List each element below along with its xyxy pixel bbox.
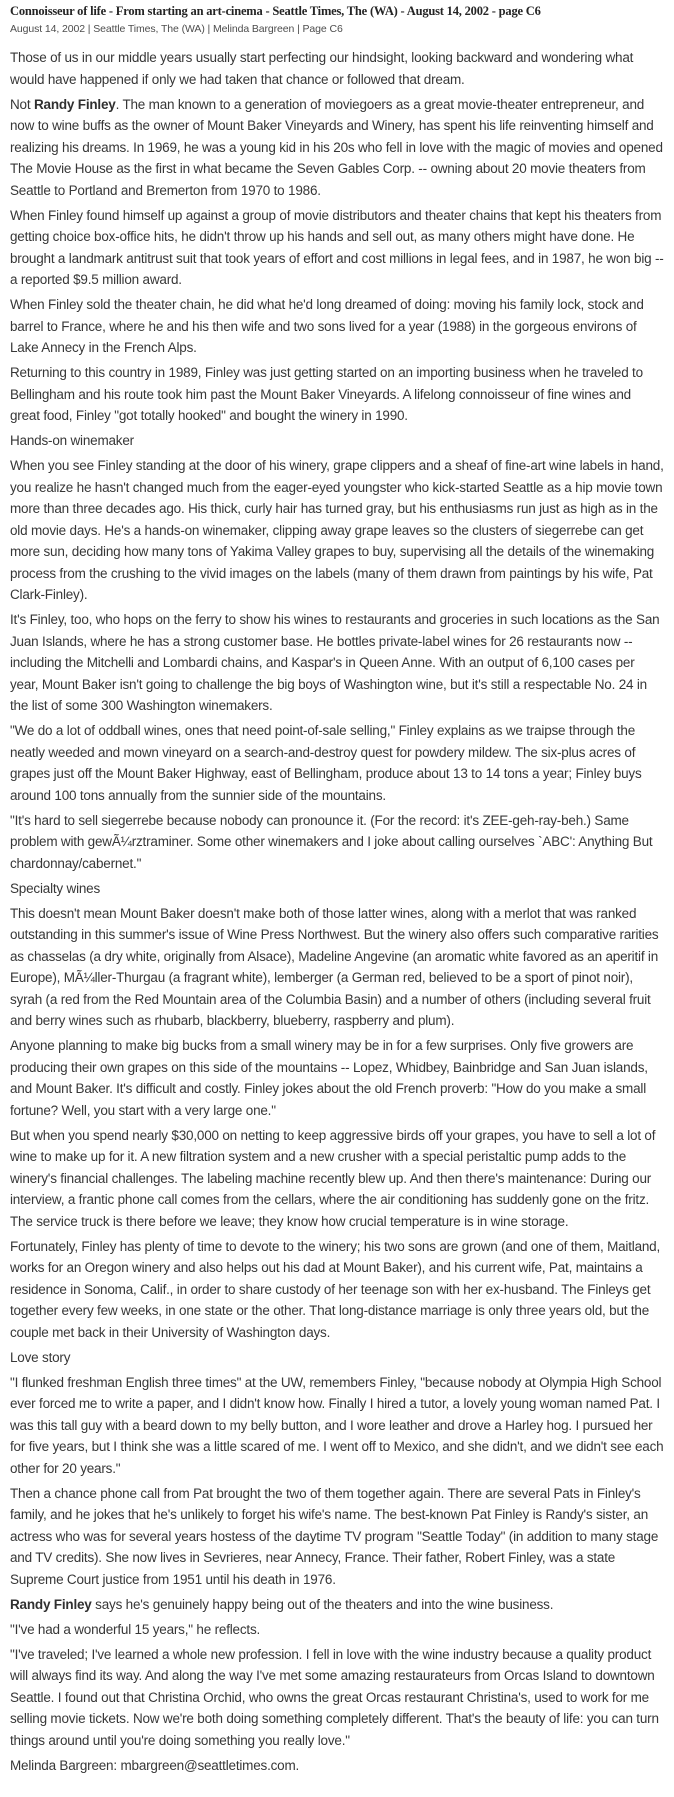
- paragraph: It's Finley, too, who hops on the ferry to show his wines to restaurants and groceries in such locations as the San Juan Islands, where he has a strong customer base. He bottles private-label wines for 26 restaurants now -- including the Mitchelli and Lombardi chains, and Kaspar's in Queen Anne. With an output of 6,100 cases per year, Mount Baker isn't going to challenge the big boys of Washington wine, but it's still a respectable No. 24 in the list of some 300 Washington winemakers.: [10, 612, 660, 713]
- paragraph-text: Not: [10, 96, 34, 112]
- randy-finley-bold: Randy Finley: [33, 96, 116, 112]
- paragraph: "I flunked freshman English three times" at the UW, remembers Finley, "because nobody at Olympia High School ever forced me to write a paper, and I didn't know how. Finally I hired a tutor, a lovely young woman named Pat. I was this tall guy with a beard down to my belly button, and I wore leather and drove a Harley hog. I pursued her for five years, but I think she was a little scared of me. I went off to Mexico, and she didn't, and we didn't see each other for 20 years.": [10, 1374, 664, 1476]
- paragraph: This doesn't mean Mount Baker doesn't make both of those latter wines, along with a merlot that was ranked outstanding in this summer's issue of Wine Press Northwest. But the winery also offers such comparative rarities as chasselas (a dry white, originally from Alsace), Madeline Angevine (an aromatic white favored as an aperitif in Europe), MÃ¼ller-Thurgau (a fragrant white), lemberger (a German red, believed to be a sport of pinot noir), syrah (a red from the Red Mountain area of the Columbia Basin) and a number of others (including several fruit and berry wines such as rhubarb, blackberry, blueberry, raspberry and plum).: [10, 905, 659, 1028]
- paragraph: When Finley found himself up against a group of movie distributors and theater chains that kept his theaters from getting choice box-office hits, he didn't throw up his hands and sell out, as many others might have done. He brought a landmark antitrust suit that took years of effort and cost millions in legal fees, and in 1987, he won big -- a reported $9.5 million award.: [10, 207, 664, 287]
- section-heading-love-story: Love story: [10, 1349, 71, 1365]
- paragraph: When Finley sold the theater chain, he did what he'd long dreamed of doing: moving his family lock, stock and barrel to France, where he and his then wife and two sons lived for a year (1988) in the gorgeous environs of Lake Annecy in the French Alps.: [10, 297, 644, 355]
- paragraph: Returning to this country in 1989, Finley was just getting started on an importing business when he traveled to Bellingham and his route took him past the Mount Baker Vineyards. A lifelong connoisseur of fine wines and great food, Finley "got totally hooked" and bought the winery in 1990.: [10, 365, 643, 423]
- paragraph-text: says he's genuinely happy being out of the theaters and into the wine business.: [91, 1596, 554, 1612]
- paragraph: [10, 94, 664, 202]
- paragraph: Then a chance phone call from Pat brought the two of them together again. There are several Pats in Finley's family, and he jokes that he's unlikely to forget his wife's name. The best-known Pat Finley is Randy's sister, an actress who was for several years hostess of the daytime TV program "Seattle Today" (in addition to many stage and TV credits). She now lives in Sevrieres, near Annecy, France. Their father, Robert Finley, was a state Supreme Court justice from 1951 until his death in 1976.: [10, 1485, 659, 1587]
- paragraph: But when you spend nearly $30,000 on netting to keep aggressive birds off your grapes, you have to sell a lot of wine to make up for it. A new filtration system and a new crusher with a special peristaltic pump adds to the winery's financial challenges. The labeling machine recently blew up. And then there's maintenance: During our interview, a frantic phone call comes from the cellars, where the air conditioning has suddenly gone on the fritz. The service truck is there before we leave; they know how crucial temperature is in wine storage.: [10, 1127, 656, 1229]
- byline: August 14, 2002 | Seattle Times, The (WA) | Melinda Bargreen | Page C6: [10, 23, 343, 35]
- author-contact-line: Melinda Bargreen: mbargreen@seattletimes.com.: [10, 1757, 300, 1773]
- paragraph: "I've had a wonderful 15 years," he reflects.: [10, 1621, 261, 1637]
- paragraph: "It's hard to sell siegerrebe because nobody can pronounce it. (For the record: it's ZEE-geh-ray-beh.) Same problem with gewÃ¼rztraminer. Some other winemakers and I joke about calling ourselves `ABC': Anything But chardonnay/cabernet.": [10, 812, 653, 871]
- paragraph-text: . The man known to a generation of moviegoers as a great movie-theater entrepreneur, and now to wine buffs as the owner of Mount Baker Vineyards and Winery, has spent his life reinventing himself and realizing his dreams. In 1969, he was a young kid in his 20s who fell in love with the magic of movies and opened The Movie House as the first in what became the Seven Gables Corp. -- owning about 20 movie theaters from Seattle to Portland and Bremerton from 1970 to 1986.: [10, 96, 663, 198]
- page-title: Connoisseur of life - From starting an art-cinema - Seattle Times, The (WA) - August 14, 2002 - page C6: [10, 4, 541, 18]
- randy-finley-bold: Randy Finley: [10, 1596, 92, 1612]
- paragraph: [10, 1594, 664, 1616]
- article-body: [10, 47, 664, 1776]
- paragraph: Those of us in our middle years usually start perfecting our hindsight, looking backward and wondering what would have happened if only we had taken that chance or followed that dream.: [10, 50, 634, 87]
- paragraph: Fortunately, Finley has plenty of time to devote to the winery; his two sons are grown (and one of them, Maitland, works for an Oregon winery and also helps out his dad at Mount Baker), and his current wife, Pat, maintains a residence in Sonoma, Calif., in order to share custody of her teenage son with her ex-husband. The Finleys get together every few weeks, in one state or the other. That long-distance marriage is only three years old, but the couple met back in their University of Washington days.: [10, 1238, 661, 1340]
- paragraph: "I've traveled; I've learned a whole new profession. I fell in love with the wine industry because a quality product will always find its way. And along the way I've met some amazing restaurateurs from Orcas Island to downtown Seattle. I found out that Christina Orchid, who owns the great Orcas restaurant Christina's, used to work for me selling movie tickets. Now we're both doing something completely different. That's the beauty of life: you can turn things around until you're doing something you really love.": [10, 1646, 659, 1748]
- section-heading-specialty-wines: Specialty wines: [10, 880, 101, 896]
- paragraph: When you see Finley standing at the door of his winery, grape clippers and a sheaf of fine-art wine labels in hand, you realize he hasn't changed much from the eager-eyed youngster who kick-started Seattle as a hip movie town more than three decades ago. His thick, curly hair has turned gray, but his enthusiasms run just as high as in the old movie days. He's a hands-on winemaker, clipping away grape leaves so the clusters of siegerrebe can get more sun, deciding how many tons of Yakima Valley grapes to buy, supervising all the details of the winemaking process from the crushing to the vivid images on the labels (many of them drawn from paintings by his wife, Pat Clark-Finley).: [10, 458, 664, 602]
- paragraph: "We do a lot of oddball wines, ones that need point-of-sale selling," Finley explains as we traipse through the neatly weeded and mown vineyard on a search-and-destroy quest for powdery mildew. The six-plus acres of grapes just off the Mount Baker Highway, east of Bellingham, produce about 13 to 14 tons a year; Finley buys around 100 tons annually from the sunnier side of the mountains.: [10, 723, 642, 803]
- section-heading-hands-on-winemaker: Hands-on winemaker: [10, 433, 134, 448]
- paragraph: Anyone planning to make big bucks from a small winery may be in for a few surprises. Only five growers are producing their own grapes on this side of the mountains -- Lopez, Whidbey, Bainbridge and San Juan islands, and Mount Baker. It's difficult and costly. Finley jokes about the old French proverb: "How do you make a small fortune? Well, you start with a very large one.": [10, 1038, 648, 1118]
